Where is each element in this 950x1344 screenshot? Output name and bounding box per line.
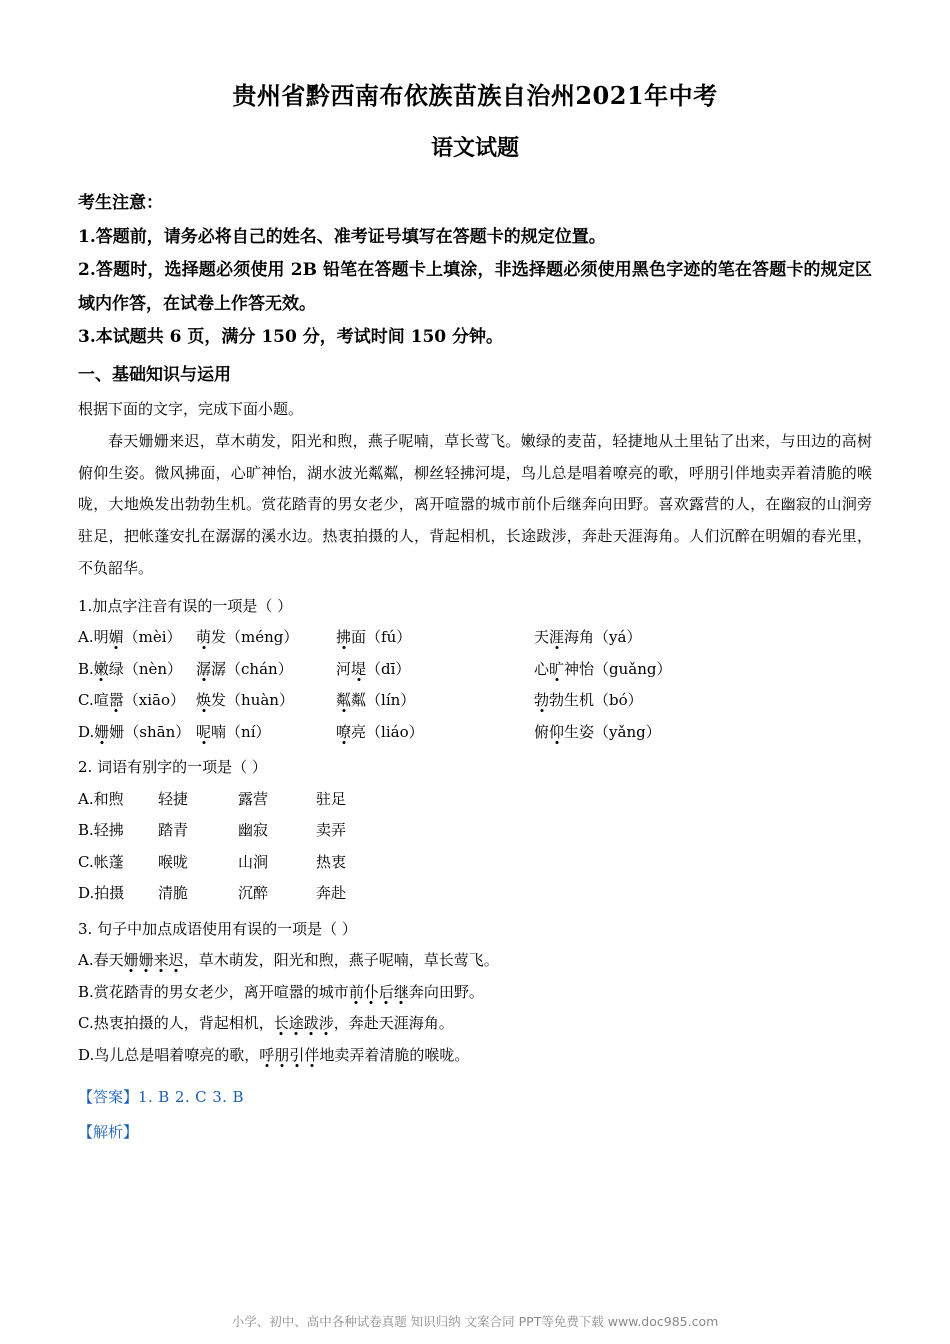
notice-heading: 考生注意： <box>78 193 163 213</box>
question-1-text: 加点字注音有误的一项是（ ） <box>92 596 293 615</box>
option-row[interactable] <box>78 878 872 910</box>
question-3-number: 3. <box>78 919 93 938</box>
option-word: 和煦 <box>93 789 124 808</box>
option-pinyin: （ní） <box>226 722 271 741</box>
passage-lead: 根据下面的文字，完成下面小题。 <box>78 399 304 418</box>
answer-tag: 【答案】 <box>78 1088 139 1107</box>
option-label: B. <box>78 821 94 840</box>
question-1-options <box>78 622 872 748</box>
option-label: C. <box>78 852 94 871</box>
option-word: 山涧 <box>238 852 269 871</box>
page-footer: 小学、初中、高中各种试卷真题 知识归纳 文案合同 PPT等免费下载 www.doc985.com <box>231 1314 719 1329</box>
option-pinyin: （mèi） <box>123 628 182 647</box>
question-1-number: 1. <box>78 596 93 615</box>
question-1-stem <box>78 591 872 623</box>
option-label: D. <box>78 722 95 741</box>
question-3-text: 句子中加点成语使用有误的一项是（ ） <box>97 919 357 938</box>
option-word: 沉醉 <box>238 884 269 903</box>
option-word: 拍摄 <box>94 884 125 903</box>
answer-values: 1. B 2. C 3. B <box>138 1088 244 1107</box>
option-label: B. <box>78 982 94 1001</box>
option-pinyin: （yá） <box>594 628 642 647</box>
option-pinyin: （xiāo） <box>123 691 185 710</box>
option-word: 喉咙 <box>158 852 189 871</box>
question-2-stem <box>78 752 872 784</box>
option-pinyin: （huàn） <box>226 691 294 710</box>
option-pinyin: （nèn） <box>123 659 183 678</box>
analysis-tag: 【解析】 <box>78 1123 139 1142</box>
option-pinyin: （guǎng） <box>594 659 672 678</box>
option-word: 幽寂 <box>238 821 269 840</box>
option-row[interactable]: C.喧嚣（xiāo） 焕发（huàn） 粼粼（lín） 勃勃生机（bó） <box>78 691 643 710</box>
question-2-options <box>78 784 872 910</box>
option-word: 清脆 <box>158 884 189 903</box>
option-pinyin: （méng） <box>226 628 299 647</box>
question-3-stem <box>78 914 872 946</box>
option-word: 露营 <box>238 789 269 808</box>
option-label: A. <box>78 789 94 808</box>
option-label: A. <box>78 628 94 647</box>
analysis-block <box>78 1116 872 1149</box>
option-word: 轻捷 <box>158 789 189 808</box>
option-row[interactable]: D.鸟儿总是唱着嘹亮的歌，呼朋引伴地卖弄着清脆的喉咙。 <box>78 1045 470 1064</box>
option-row[interactable] <box>78 784 872 816</box>
option-row[interactable]: B.嫩绿（nèn） 潺潺（chán） 河堤（dī） 心旷神怡（guǎng） <box>78 659 672 678</box>
option-word: 轻拂 <box>93 821 124 840</box>
option-label: C. <box>78 1014 94 1033</box>
option-label: D. <box>78 1045 95 1064</box>
option-word: 奔赴 <box>316 884 347 903</box>
option-row[interactable] <box>78 847 872 879</box>
option-word: 帐蓬 <box>93 852 124 871</box>
notice-line-1: 1.答题前，请务必将自己的姓名、准考证号填写在答题卡的规定位置。 <box>78 227 606 248</box>
option-word: 驻足 <box>316 789 347 808</box>
option-word: 踏青 <box>158 821 189 840</box>
option-row[interactable]: A.春天姗姗来迟，草木萌发，阳光和煦，燕子呢喃，草长莺飞。 <box>78 951 499 970</box>
question-3-options <box>78 945 872 1071</box>
page-title: 贵州省黔西南布依族苗族自治州2021年中考 <box>232 81 718 110</box>
option-word: 热衷 <box>316 852 347 871</box>
option-row[interactable]: C.热衷拍摄的人，背起相机，长途跋涉，奔赴天涯海角。 <box>78 1014 454 1033</box>
question-2-number: 2. <box>78 758 93 777</box>
option-label: B. <box>78 659 94 678</box>
option-row[interactable]: B.赏花踏青的男女老少，离开喧嚣的城市前仆后继奔向田野。 <box>78 982 484 1001</box>
option-pinyin: （yǎng） <box>594 722 661 741</box>
notice-line-2: 2.答题时，选择题必须使用 2B 铅笔在答题卡上填涂，非选择题必须使用黑色字迹的笔在答题卡的规定区域内作答，在试卷上作答无效。 <box>78 260 872 314</box>
option-label: A. <box>78 951 94 970</box>
notice-line-3: 3.本试题共 6 页，满分 150 分，考试时间 150 分钟。 <box>78 326 504 347</box>
option-row[interactable]: D.姗姗（shān） 呢喃（ní） 嘹亮（liáo） 俯仰生姿（yǎng） <box>78 722 661 741</box>
option-row[interactable]: A.明媚（mèi） 萌发（méng） 拂面（fú） 天涯海角（yá） <box>78 628 642 647</box>
section-heading: 一、基础知识与运用 <box>78 364 231 385</box>
option-word: 卖弄 <box>316 821 347 840</box>
reading-passage: 春天姗姗来迟，草木萌发，阳光和煦，燕子呢喃，草长莺飞。嫩绿的麦苗，轻捷地从土里钻了出来，与田边的高树俯仰生姿。微风拂面，心旷神怡，湖水波光粼粼，柳丝轻拂河堤，鸟儿总是唱着嘹亮的歌，呼朋引伴地卖弄着清脆的喉咙，大地焕发出勃勃生机。赏花踏青的男女老少，离开喧嚣的城市前仆后继奔向田野。喜欢露营的人，在幽寂的山涧旁驻足，把帐蓬安扎在潺潺的溪水边。热衷拍摄的人，背起相机，长途跋涉，奔赴天涯海角。人们沉醉在明媚的春光里，不负韶华。 <box>78 431 872 578</box>
option-pinyin: （liáo） <box>366 722 424 741</box>
option-label: C. <box>78 691 94 710</box>
question-2-text: 词语有别字的一项是（ ） <box>97 758 267 777</box>
option-pinyin: （shān） <box>124 722 191 741</box>
option-pinyin: （chán） <box>226 659 293 678</box>
option-pinyin: （fú） <box>366 628 412 647</box>
option-label: D. <box>78 884 95 903</box>
option-row[interactable] <box>78 815 872 847</box>
option-pinyin: （bó） <box>594 691 643 710</box>
page-subtitle: 语文试题 <box>430 135 519 161</box>
answer-block <box>78 1081 872 1114</box>
option-pinyin: （lín） <box>366 691 416 710</box>
option-pinyin: （dī） <box>366 659 411 678</box>
